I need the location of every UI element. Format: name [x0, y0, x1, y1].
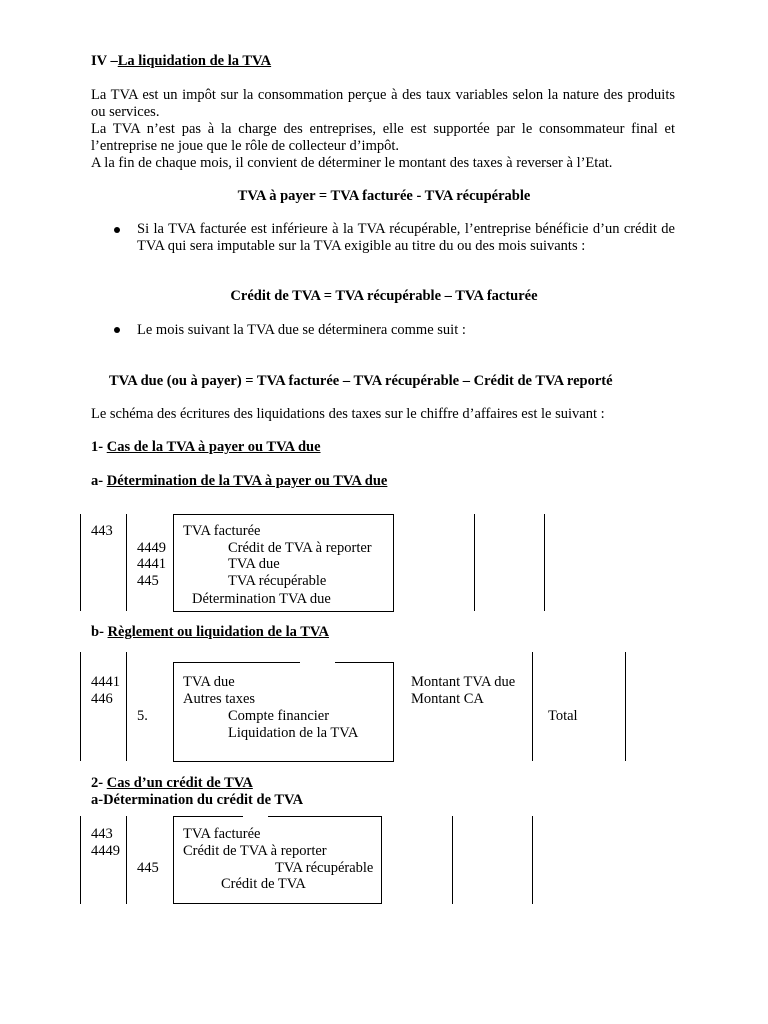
- bullet-mois-suivant: Le mois suivant la TVA due se déterminera comme suit :: [137, 322, 466, 338]
- account-label: TVA due: [228, 556, 280, 572]
- journal-rule: [80, 652, 81, 761]
- case1a-prefix: a-: [91, 473, 107, 489]
- formula-credit-tva: Crédit de TVA = TVA récupérable – TVA facturée: [230, 288, 538, 304]
- journal-rule: [126, 816, 127, 904]
- account-number: 445: [137, 573, 159, 589]
- case1b-prefix: b-: [91, 624, 108, 640]
- amount-label: Montant CA: [411, 691, 484, 707]
- entry-libelle: Détermination TVA due: [192, 591, 331, 607]
- entry-libelle: Crédit de TVA: [221, 876, 306, 892]
- intro-paragraph-3: A la fin de chaque mois, il convient de déterminer le montant des taxes à reverser à l’Etat.: [91, 155, 613, 171]
- account-number: 4441: [137, 556, 166, 572]
- account-label: TVA facturée: [183, 523, 261, 539]
- account-label: TVA due: [183, 674, 235, 690]
- journal-rule: [80, 514, 81, 611]
- case2-heading: [91, 775, 253, 792]
- case1b-heading: [91, 624, 329, 641]
- journal-rule: [544, 514, 545, 611]
- journal-box-gap: [300, 662, 335, 664]
- journal-box-gap: [243, 816, 268, 818]
- case1-heading: [91, 439, 321, 456]
- entry-libelle: Liquidation de la TVA: [228, 725, 359, 741]
- case2-num: 2-: [91, 775, 107, 791]
- account-number: 443: [91, 826, 113, 842]
- bullet-icon: [114, 327, 120, 333]
- intro-paragraph-1: La TVA est un impôt sur la consommation perçue à des taux variables selon la nature des produits ou services.: [91, 87, 675, 120]
- journal-rule: [532, 652, 533, 761]
- case2a-heading: a-Détermination du crédit de TVA: [91, 792, 304, 808]
- account-number: 445: [137, 860, 159, 876]
- journal-rule: [474, 514, 475, 611]
- case1a-title: Détermination de la TVA à payer ou TVA due: [106, 473, 388, 489]
- formula-tva-due: TVA due (ou à payer) = TVA facturée – TVA récupérable – Crédit de TVA reporté: [109, 373, 613, 389]
- account-number: 4441: [91, 674, 120, 690]
- section-prefix: IV –: [91, 53, 118, 69]
- account-number: 4449: [91, 843, 120, 859]
- case2-title: Cas d’un crédit de TVA: [106, 775, 253, 791]
- account-number: 4449: [137, 540, 166, 556]
- journal-rule: [452, 816, 453, 904]
- journal-rule: [625, 652, 626, 761]
- case1a-heading: [91, 473, 387, 490]
- bullet-icon: [114, 227, 120, 233]
- formula-tva-a-payer: TVA à payer = TVA facturée - TVA récupérable: [237, 188, 531, 204]
- case1b-title: Règlement ou liquidation de la TVA: [107, 624, 329, 640]
- account-label: Autres taxes: [183, 691, 256, 707]
- section-heading: [91, 53, 271, 70]
- amount-label: Total: [548, 708, 578, 724]
- journal-rule: [126, 514, 127, 611]
- account-number: 443: [91, 523, 113, 539]
- journal-rule: [532, 816, 533, 904]
- account-number: 5.: [137, 708, 148, 724]
- account-label: Compte financier: [228, 708, 330, 724]
- account-label: TVA facturée: [183, 826, 261, 842]
- account-label: Crédit de TVA à reporter: [228, 540, 372, 556]
- account-label: TVA récupérable: [275, 860, 374, 876]
- account-number: 446: [91, 691, 113, 707]
- account-label: Crédit de TVA à reporter: [183, 843, 327, 859]
- journal-rule: [80, 816, 81, 904]
- bullet-credit-tva: Si la TVA facturée est inférieure à la TVA récupérable, l’entreprise bénéficie d’un crédit de TVA qui sera imputable sur la TVA exigible au titre du ou des mois suivants :: [137, 221, 675, 254]
- amount-label: Montant TVA due: [411, 674, 516, 690]
- case1-title: Cas de la TVA à payer ou TVA due: [106, 439, 321, 455]
- section-title: La liquidation de la TVA: [117, 53, 272, 69]
- schema-intro: Le schéma des écritures des liquidations des taxes sur le chiffre d’affaires est le suivant :: [91, 406, 605, 422]
- journal-rule: [126, 652, 127, 761]
- case1-num: 1-: [91, 439, 107, 455]
- account-label: TVA récupérable: [228, 573, 327, 589]
- intro-paragraph-2: La TVA n’est pas à la charge des entreprises, elle est supportée par le consommateur final et l’entreprise ne joue que le rôle de collecteur d’impôt.: [91, 121, 675, 154]
